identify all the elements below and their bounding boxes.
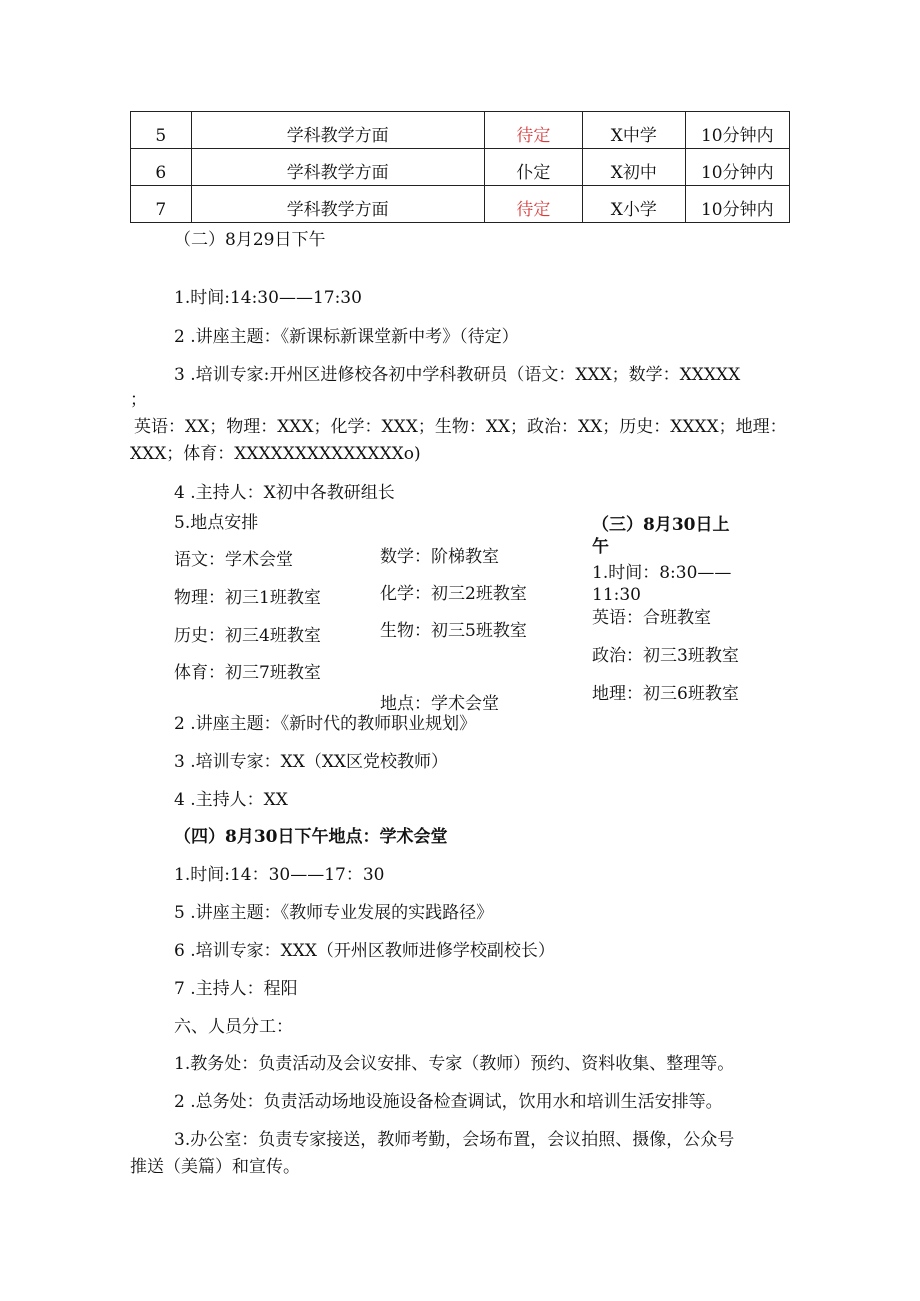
venue-chinese: 语文：学术会堂 <box>174 550 293 570</box>
section4-expert: 6 .培训专家：XXX（开州区教师进修学校副校长） <box>174 941 555 961</box>
section6-item-cont: 推送（美篇）和宣传。 <box>130 1157 300 1177</box>
table-row <box>131 186 790 223</box>
section2-topic: 2 .讲座主题：《新课标新课堂新中考》（待定） <box>174 327 519 347</box>
venue-pe: 体育：初三7班教室 <box>174 663 321 683</box>
section4-topic: 5 .讲座主题：《教师专业发展的实践路径》 <box>174 903 494 923</box>
section3-expert: 3 .培训专家：XX（XX区党校教师） <box>174 752 449 772</box>
table-row <box>131 112 790 149</box>
section3-host: 4 .主持人：XX <box>174 790 288 810</box>
row-number: 6 <box>131 149 192 186</box>
row-status: 待定 <box>484 112 582 149</box>
venue-politics: 政治：初三3班教室 <box>592 646 739 666</box>
section6-item: 3.办公室：负责专家接送，教师考勤，会场布置，会议拍照、摄像，公众号 <box>174 1130 735 1150</box>
section3-time: 1.时间：8:30—— <box>592 563 732 583</box>
row-status: 仆定 <box>484 149 582 186</box>
venue-geography: 地理：初三6班教室 <box>592 684 739 704</box>
section6-item: 2 .总务处：负责活动场地设施设备检查调试，饮用水和培训生活安排等。 <box>174 1092 723 1112</box>
schedule-table <box>130 111 790 223</box>
section4-host: 7 .主持人：程阳 <box>174 979 298 999</box>
section3-heading-cont: 午 <box>592 537 609 557</box>
row-duration: 10分钟内 <box>685 112 789 149</box>
section2-expert-cont: 英语：XX；物理：XXX；化学：XXX；生物：XX；政治：XX；历史：XXXX；地理： <box>134 417 787 437</box>
section2-expert-cont: XXX；体育：XXXXXXXXXXXXXXo) <box>130 444 421 464</box>
row-subject: 学科教学方面 <box>191 112 484 149</box>
section2-host: 4 .主持人：X初中各教研组长 <box>174 483 395 503</box>
row-school: X中学 <box>583 112 685 149</box>
section2-expert-cont: ； <box>130 390 147 410</box>
table-row <box>131 149 790 186</box>
row-school: X初中 <box>583 149 685 186</box>
venue-chemistry: 化学：初三2班教室 <box>380 584 527 604</box>
row-subject: 学科教学方面 <box>191 149 484 186</box>
section2-time: 1.时间:14:30——17:30 <box>174 288 362 308</box>
row-number: 7 <box>131 186 192 223</box>
section4-time: 1.时间:14：30——17：30 <box>174 865 385 885</box>
venue-physics: 物理：初三1班教室 <box>174 588 321 608</box>
section6-heading: 六、人员分工： <box>174 1017 293 1037</box>
row-duration: 10分钟内 <box>685 149 789 186</box>
row-status: 待定 <box>484 186 582 223</box>
section2-expert: 3 .培训专家:开州区进修校各初中学科教研员（语文：XXX；数学：XXXXX <box>174 365 741 385</box>
row-duration: 10分钟内 <box>685 186 789 223</box>
section3-time-cont: 11:30 <box>592 585 641 605</box>
venue-english: 英语：合班教室 <box>592 608 711 628</box>
row-subject: 学科教学方面 <box>191 186 484 223</box>
section3-location: 地点：学术会堂 <box>380 694 499 714</box>
venue-biology: 生物：初三5班教室 <box>380 621 527 641</box>
section3-topic: 2 .讲座主题：《新时代的教师职业规划》 <box>174 714 477 734</box>
section2-heading: （二）8月29日下午 <box>174 230 326 250</box>
section6-item: 1.教务处：负责活动及会议安排、专家（教师）预约、资料收集、整理等。 <box>174 1054 735 1074</box>
row-number: 5 <box>131 112 192 149</box>
section3-heading: （三）8月30日上 <box>592 515 730 535</box>
venue-history: 历史：初三4班教室 <box>174 626 321 646</box>
row-school: X小学 <box>583 186 685 223</box>
section2-venue-title: 5.地点安排 <box>174 513 259 533</box>
venue-math: 数学：阶梯教室 <box>380 547 499 567</box>
section4-heading: （四）8月30日下午地点：学术会堂 <box>174 827 448 847</box>
